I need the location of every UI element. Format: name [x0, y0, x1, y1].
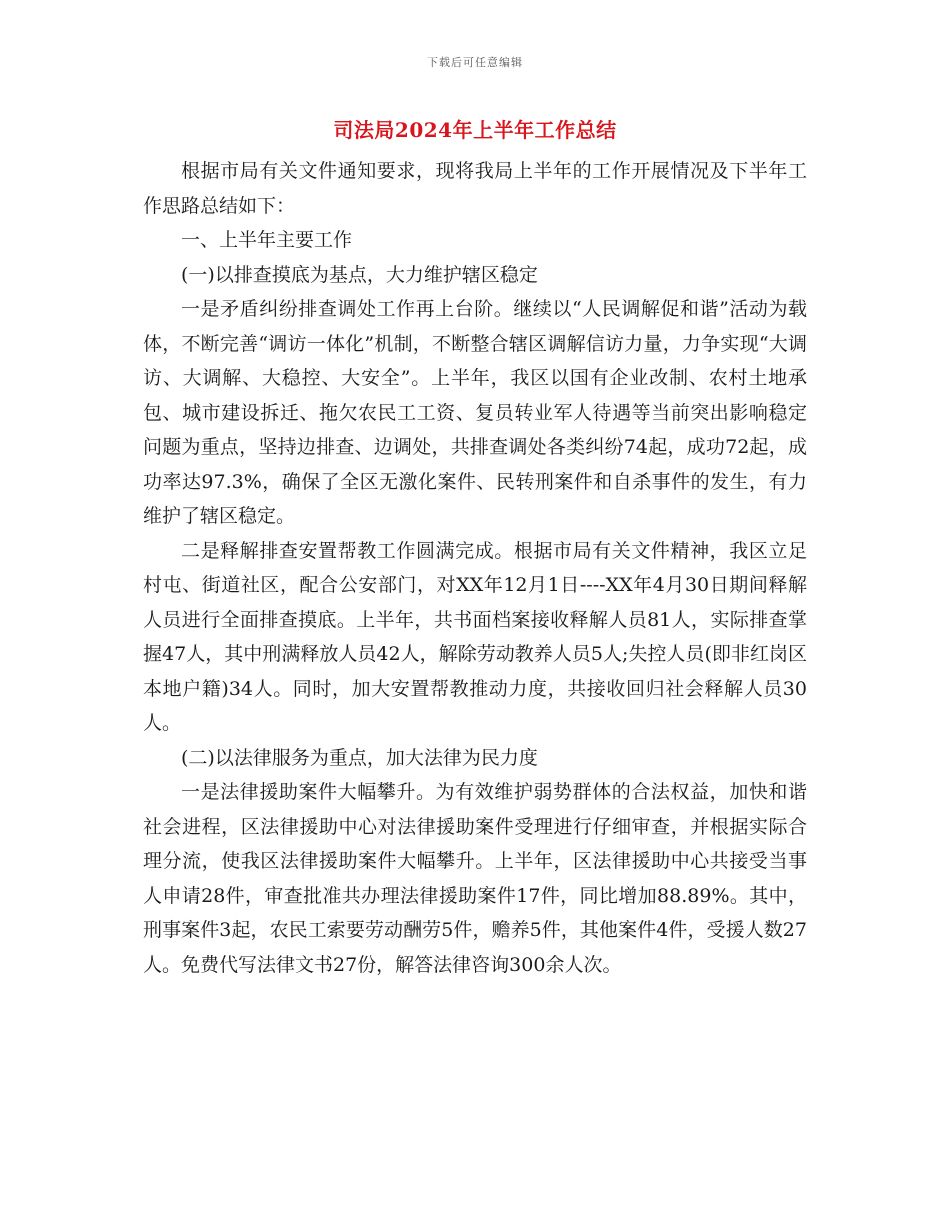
- paragraph-dispute-mediation: 一是矛盾纠纷排查调处工作再上台阶。继续以“人民调解促和谐”活动为载体，不断完善“调访一体化”机制，不断整合辖区调解信访力量，力争实现“大调访、大调解、大稳控、大安全”。上半年，我区以国有企业改制、农村土地承包、城市建设拆迁、拖欠农民工工资、复员转业军人待遇等当前突出影响稳定问题为重点，坚持边排查、边调处，共排查调处各类纠纷74起，成功72起，成功率达97.3%，确保了全区无激化案件、民转刑案件和自杀事件的发生，有力维护了辖区稳定。: [143, 298, 807, 527]
- document-body: [143, 154, 807, 982]
- paragraph-legal-aid: 一是法律援助案件大幅攀升。为有效维护弱势群体的合法权益，加快和谐社会进程，区法律援助中心对法律援助案件受理进行仔细审查，并根据实际合理分流，使我区法律援助案件大幅攀升。上半年，区法律援助中心共接受当事人申请28件，审查批准共办理法律援助案件17件，同比增加88.89%。其中，刑事案件3起，农民工索要劳动酬劳5件，赡养5件，其他案件4件，受援人数27人。免费代写法律文书27份，解答法律咨询300余人次。: [143, 781, 807, 976]
- subsection-heading-2: (二)以法律服务为重点，加大法律为民力度: [181, 746, 538, 769]
- document-title: 司法局2024年上半年工作总结: [333, 118, 617, 142]
- paragraph-intro: 根据市局有关文件通知要求，现将我局上半年的工作开展情况及下半年工作思路总结如下：: [143, 160, 807, 217]
- section-heading-1: 一、上半年主要工作: [181, 229, 353, 251]
- header-note: 下载后可任意编辑: [427, 56, 523, 69]
- subsection-heading-1: (一)以排查摸底为基点，大力维护辖区稳定: [181, 263, 538, 286]
- paragraph-released-persons: 二是释解排查安置帮教工作圆满完成。根据市局有关文件精神，我区立足村屯、街道社区，配合公安部门，对XX年12月1日----XX年4月30日期间释解人员进行全面排查摸底。上半年，共书面档案接收释解人员81人，实际排查掌握47人，其中刑满释放人员42人，解除劳动教养人员5人;失控人员(即非红岗区本地户籍)34人。同时，加大安置帮教推动力度，共接收回归社会释解人员30人。: [143, 539, 807, 734]
